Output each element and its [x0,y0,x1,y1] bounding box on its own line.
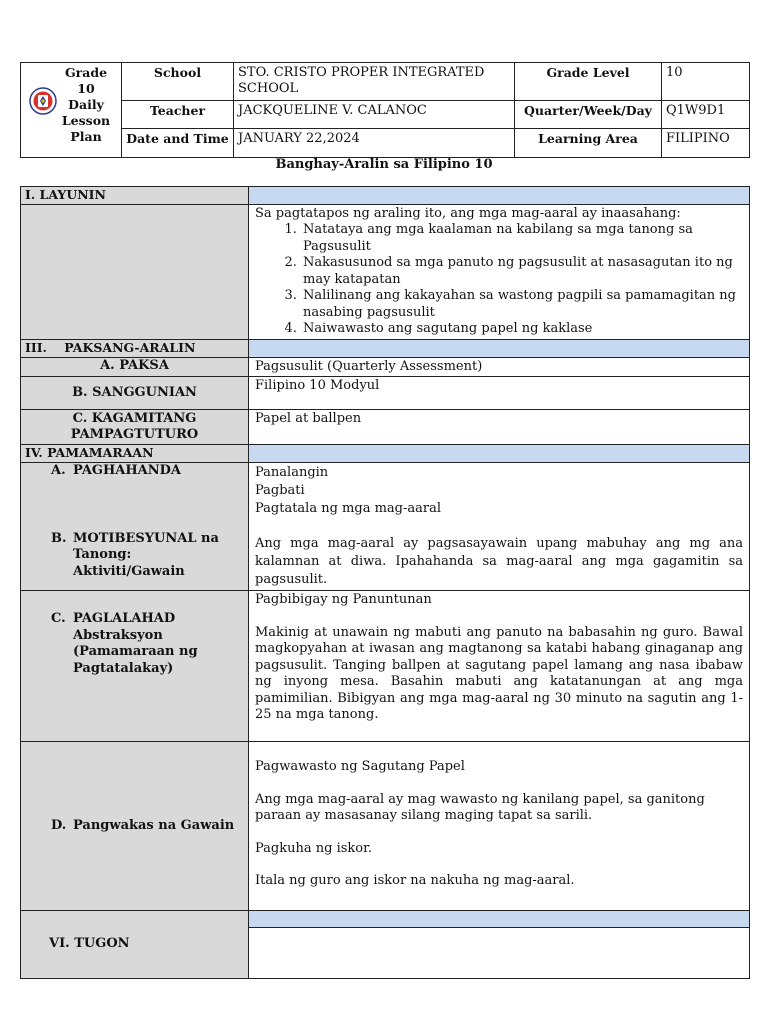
sanggunian-label: B. SANGGUNIAN [21,377,249,410]
learning-area-value: FILIPINO [662,129,750,158]
section-tugon-band [249,911,750,928]
layunin-intro: Sa pagtatapos ng araling ito, ang mga mag-aaral ay inaasahang: [255,205,681,221]
motibesyunal-label: B. MOTIBESYUNAL na Tanong: Aktiviti/Gawain [51,530,219,579]
kagamitan-label: C. KAGAMITANG PAMPAGTUTURO [21,410,249,445]
page-title: Banghay-Aralin sa Filipino 10 [275,157,493,172]
logo-cell [21,63,122,158]
list-item: 2. Nakasusunod sa mga panuto ng pagsusulit at nasasagutan ito ng may katapatan [301,255,743,288]
section-paksa-band [249,339,750,357]
grade-level-value: 10 [662,63,750,101]
quarter-week-day-label: Quarter/Week/Day [515,101,662,129]
grade-level-label: Grade Level [515,63,662,101]
list-item: 1. Natataya ang mga kaalaman na kabilang sa mga tanong sa Pagsusulit [301,222,743,255]
section-layunin-heading: I. LAYUNIN [21,187,249,205]
lesson-plan-table [20,186,750,979]
lesson-header-table [20,62,750,158]
pagkuha-iskor: Pagkuha ng iskor. [255,840,373,856]
learning-area-label: Learning Area [515,129,662,158]
doc-type-label: Grade 10 Daily Lesson Plan [61,65,111,144]
date-time-label: Date and Time [122,129,234,158]
itala-iskor: Itala ng guro ang iskor na nakuha ng mag-aaral. [255,873,575,888]
section-pamamaraan-band [249,445,750,463]
paglalahad-label: C. PAGLALAHAD Abstraksyon (Pamamaraan ng Pagtatalakay) [21,591,249,742]
teacher-label: Teacher [122,101,234,129]
paksa-a-label: A. PAKSA [21,357,249,377]
tugon-content [249,928,750,979]
layunin-list [255,222,743,338]
paglalahad-content [249,591,750,742]
list-item: 3. Nalilinang ang kakayahan sa wastong pagpili sa pamamagitan ng nasabing pagsusulit [301,288,743,321]
layunin-content [249,204,750,339]
tugon-heading: VI. TUGON [21,911,249,979]
section-layunin-band [249,187,750,205]
pangwakas-label: D. Pangwakas na Gawain [21,742,249,911]
paksa-a-value: Pagsusulit (Quarterly Assessment) [249,357,750,377]
pagwawasto-paragraph: Ang mga mag-aaral ay mag wawasto ng kanilang papel, sa ganitong paraan ay masasanay silang maging tapat sa sarili. [255,791,705,823]
section-pamamaraan-heading: IV. PAMAMARAAN [21,445,249,463]
kagamitan-value: Papel at ballpen [249,410,750,445]
school-value: STO. CRISTO PROPER INTEGRATED SCHOOL [234,63,515,101]
section-paksa-heading: III. PAKSANG-ARALIN [21,339,249,357]
paghahanda-label: A. PAGHAHANDA [51,463,181,478]
panuntunan-paragraph: Makinig at unawain ng mabuti ang panuto na babasahin ng guro. Bawal magkopyahan at iwasan ang magtanong sa katabi habang ginaganap ang pagsusulit. Tanging ballpen at sagutang papel lamang ang nasa ibabaw ng inyong mesa. Basahin mabuti ang katatanungan at ang mga pamimilian. Bibigyan ang mga mag-aaral ng 30 minuto na sagutin ang 1-25 na mga tanong. [255,624,743,722]
deped-seal-icon [29,87,57,115]
list-item: 4. Naiwawasto ang sagutang papel ng kaklase [301,321,743,338]
teacher-value: JACKQUELINE V. CALANOC [234,101,515,129]
motibesyunal-paragraph: Ang mga mag-aaral ay pagsasayawain upang mabuhay ang mg ana kalamnan at diwa. Ipahahanda sa mag-aaral ang mga gagamitin sa pagsusulit. [255,536,743,587]
date-time-value: JANUARY 22,2024 [234,129,515,158]
pangwakas-content [249,742,750,911]
pagwawasto-title: Pagwawasto ng Sagutang Papel [255,759,465,774]
school-label: School [122,63,234,101]
layunin-label-cell [21,204,249,339]
sanggunian-value: Filipino 10 Modyul [249,377,750,410]
paghahanda-motibesyunal-label [21,463,249,591]
quarter-week-day-value: Q1W9D1 [662,101,750,129]
paghahanda-content: Panalangin Pagbati Pagtatala ng mga mag-aaral Ang mga mag-aaral ay pagsasayawain upang mabuhay ang mg ana kalamnan at diwa. Ipahahanda sa mag-aaral ang mga gagamitin sa pagsusulit. [249,463,750,591]
panuntunan-title: Pagbibigay ng Panuntunan [255,592,432,607]
